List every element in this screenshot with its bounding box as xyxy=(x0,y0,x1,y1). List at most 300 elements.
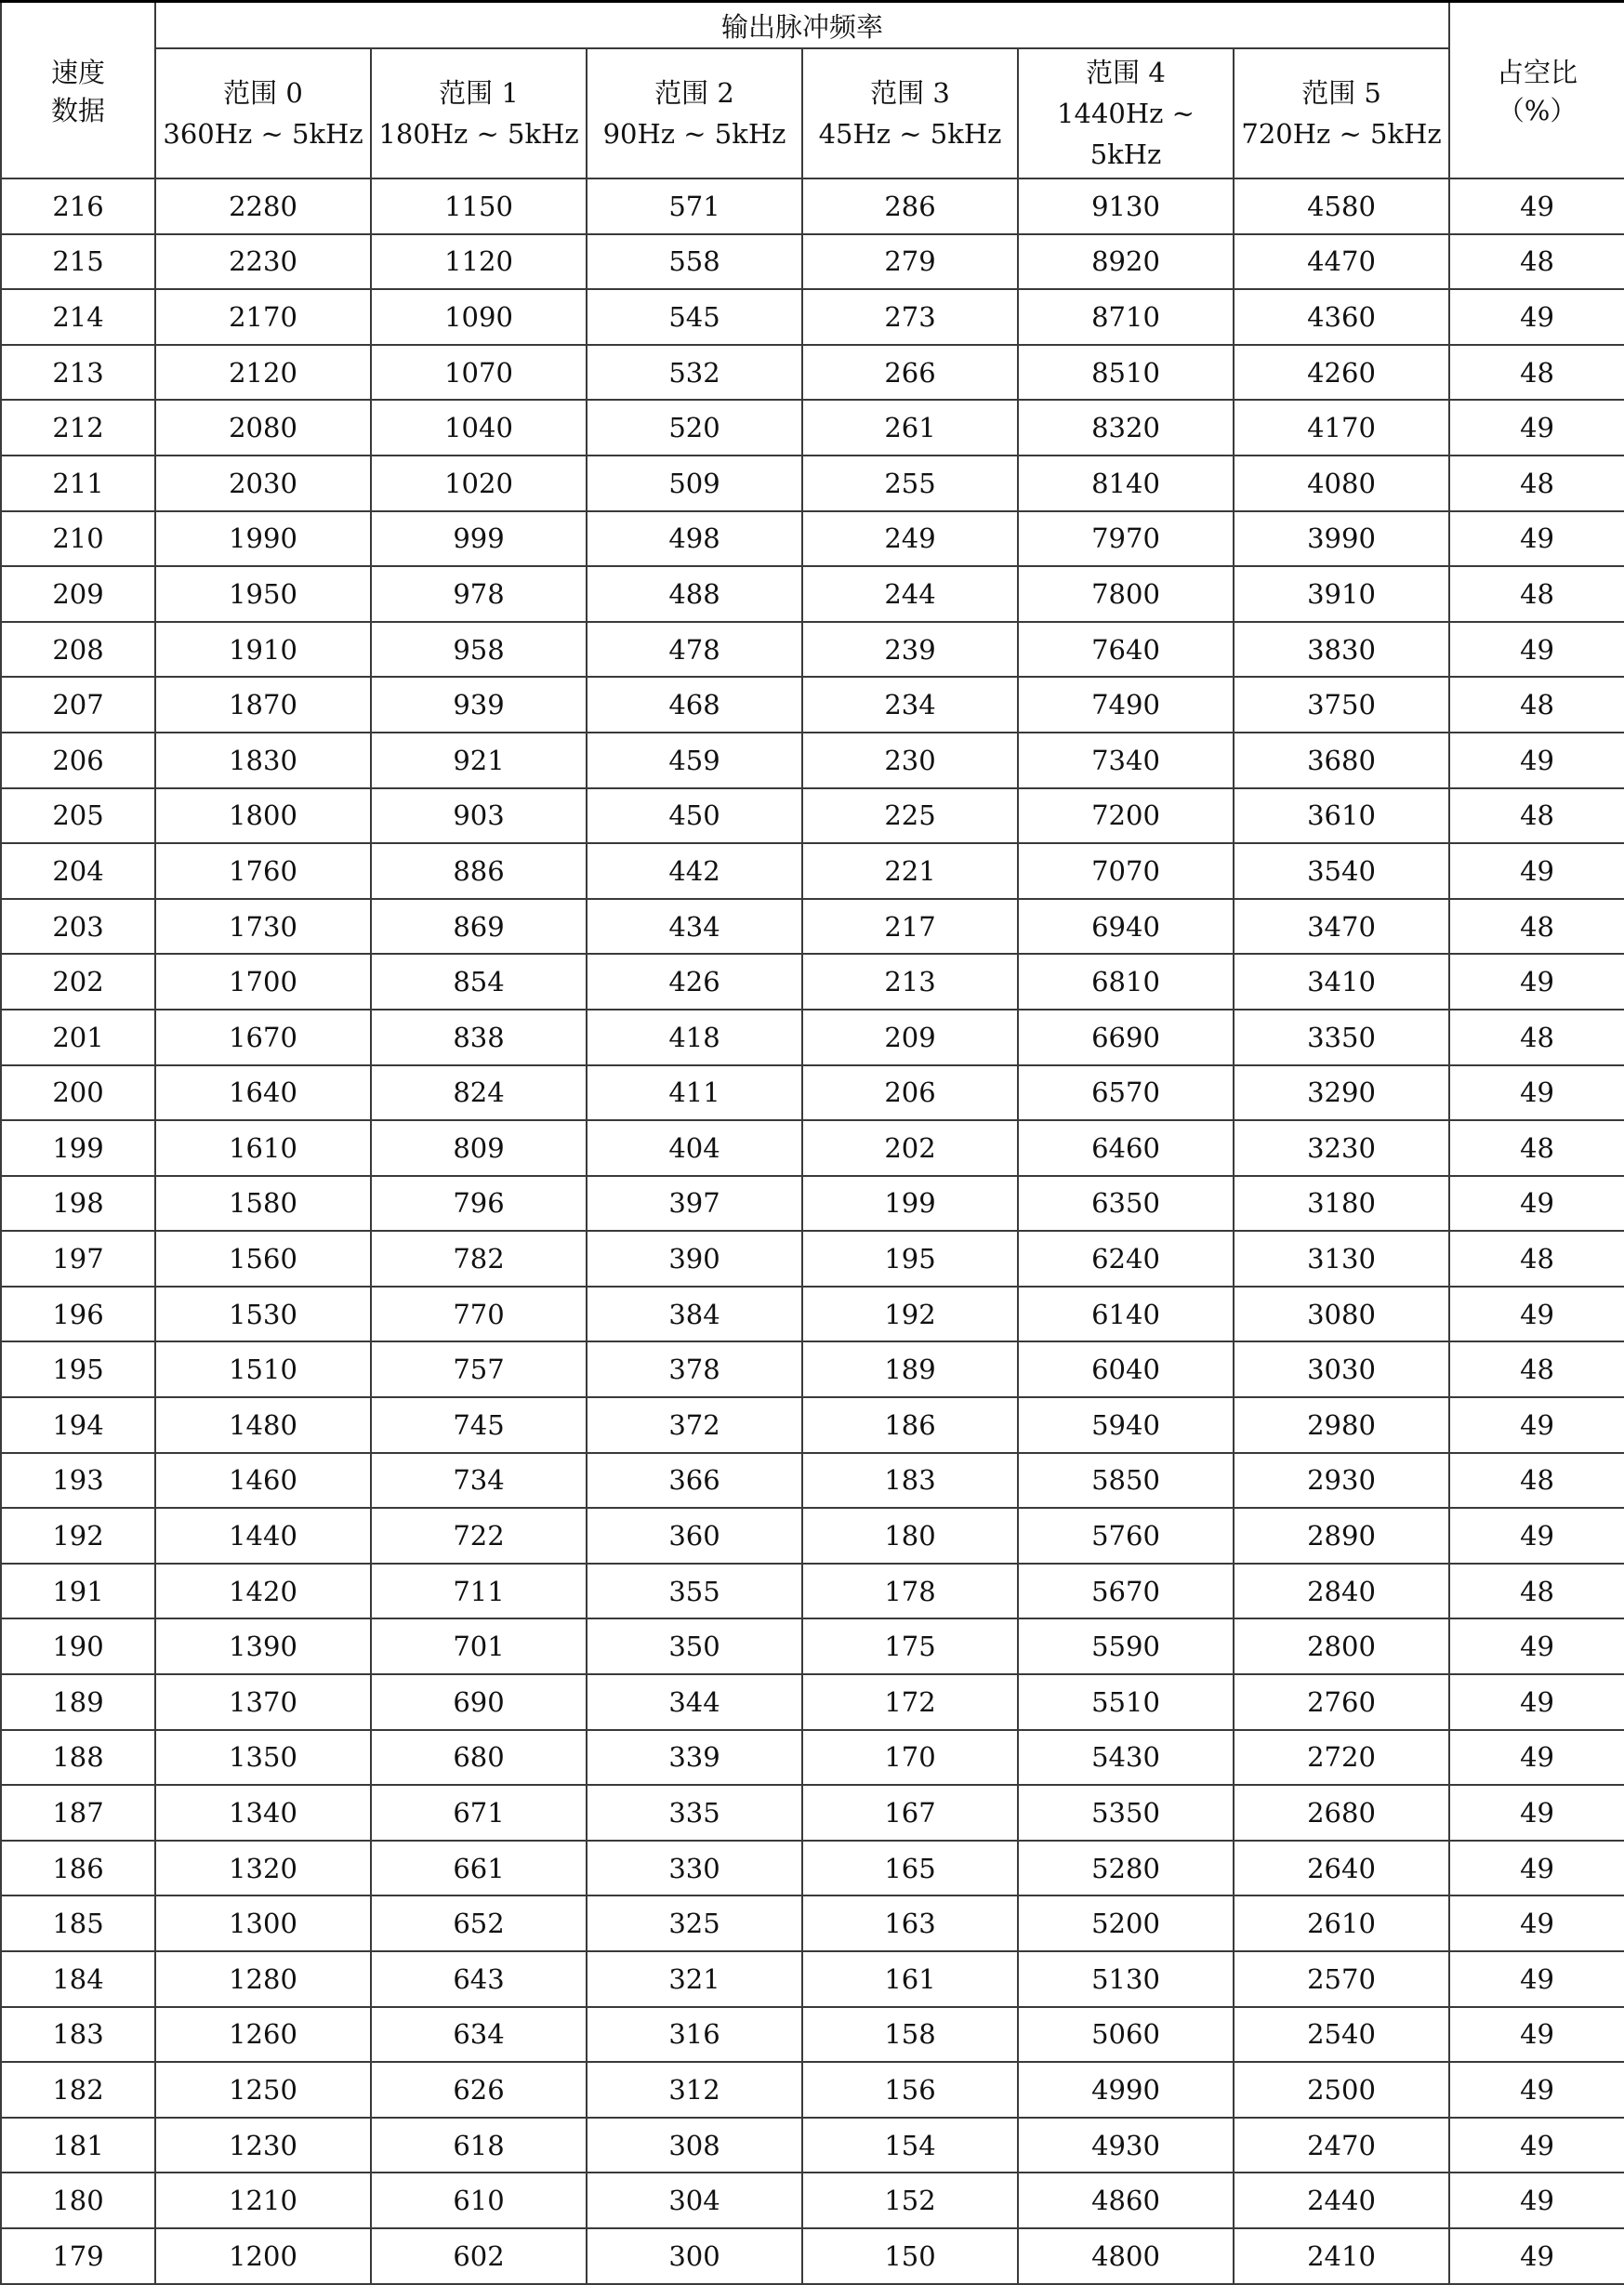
range-2-cell: 520 xyxy=(587,400,802,456)
range-0-cell: 1580 xyxy=(155,1176,371,1232)
range-0-cell: 1300 xyxy=(155,1895,371,1951)
range-0-cell: 1530 xyxy=(155,1287,371,1342)
range-frequency-span: 45Hz ~ 5kHz xyxy=(818,118,1002,150)
range-4-cell: 8710 xyxy=(1018,289,1234,345)
range-5-cell: 2610 xyxy=(1234,1895,1449,1951)
table-row xyxy=(1,1508,1624,1564)
duty-cycle-cell: 49 xyxy=(1449,1397,1624,1453)
table-row xyxy=(1,178,1624,234)
table-header xyxy=(1,2,1624,179)
range-0-cell: 1760 xyxy=(155,843,371,899)
range-0-cell: 1990 xyxy=(155,511,371,567)
range-5-cell: 2800 xyxy=(1234,1618,1449,1674)
range-4-cell: 6350 xyxy=(1018,1176,1234,1232)
duty-cycle-cell: 48 xyxy=(1449,788,1624,844)
range-1-cell: 1020 xyxy=(371,456,587,511)
speed-data-cell: 206 xyxy=(1,733,155,788)
range-4-cell: 8140 xyxy=(1018,456,1234,511)
range-1-cell: 939 xyxy=(371,677,587,733)
range-3-cell: 152 xyxy=(802,2173,1018,2228)
table-row xyxy=(1,733,1624,788)
table-row xyxy=(1,1785,1624,1841)
table-row xyxy=(1,456,1624,511)
table-row xyxy=(1,1231,1624,1287)
range-4-cell: 4930 xyxy=(1018,2118,1234,2173)
speed-data-cell: 187 xyxy=(1,1785,155,1841)
range-2-cell: 558 xyxy=(587,234,802,290)
range-3-cell: 195 xyxy=(802,1231,1018,1287)
table-row xyxy=(1,1730,1624,1786)
range-4-cell: 7640 xyxy=(1018,622,1234,678)
range-3-cell: 189 xyxy=(802,1341,1018,1397)
range-1-cell: 634 xyxy=(371,2007,587,2063)
range-header-0 xyxy=(155,48,371,178)
range-0-cell: 1260 xyxy=(155,2007,371,2063)
range-5-cell: 4080 xyxy=(1234,456,1449,511)
speed-data-cell: 188 xyxy=(1,1730,155,1786)
range-3-cell: 175 xyxy=(802,1618,1018,1674)
range-2-cell: 366 xyxy=(587,1453,802,1509)
duty-cycle-cell: 49 xyxy=(1449,2173,1624,2228)
range-5-cell: 4170 xyxy=(1234,400,1449,456)
range-3-cell: 239 xyxy=(802,622,1018,678)
range-header-1 xyxy=(371,48,587,178)
speed-data-cell: 193 xyxy=(1,1453,155,1509)
duty-cycle-cell: 49 xyxy=(1449,1785,1624,1841)
range-3-cell: 225 xyxy=(802,788,1018,844)
table-row xyxy=(1,1564,1624,1619)
range-0-cell: 1830 xyxy=(155,733,371,788)
range-2-cell: 325 xyxy=(587,1895,802,1951)
range-3-cell: 261 xyxy=(802,400,1018,456)
range-2-cell: 404 xyxy=(587,1120,802,1176)
duty-cycle-cell: 49 xyxy=(1449,2228,1624,2284)
speed-data-cell: 212 xyxy=(1,400,155,456)
duty-cycle-cell: 49 xyxy=(1449,1951,1624,2007)
speed-data-cell: 216 xyxy=(1,178,155,234)
range-1-cell: 722 xyxy=(371,1508,587,1564)
table-row xyxy=(1,1120,1624,1176)
range-3-cell: 249 xyxy=(802,511,1018,567)
range-1-cell: 869 xyxy=(371,899,587,955)
range-0-cell: 1800 xyxy=(155,788,371,844)
range-4-cell: 8920 xyxy=(1018,234,1234,290)
speed-data-cell: 198 xyxy=(1,1176,155,1232)
range-name: 范围 2 xyxy=(654,77,734,109)
range-5-cell: 3610 xyxy=(1234,788,1449,844)
range-0-cell: 1320 xyxy=(155,1841,371,1896)
range-0-cell: 1420 xyxy=(155,1564,371,1619)
speed-data-cell: 211 xyxy=(1,456,155,511)
range-4-cell: 5430 xyxy=(1018,1730,1234,1786)
table-row xyxy=(1,1453,1624,1509)
range-frequency-span: 720Hz ~ 5kHz xyxy=(1241,118,1442,150)
range-4-cell: 6810 xyxy=(1018,954,1234,1010)
range-2-cell: 330 xyxy=(587,1841,802,1896)
range-4-cell: 5350 xyxy=(1018,1785,1234,1841)
range-1-cell: 903 xyxy=(371,788,587,844)
range-4-cell: 6690 xyxy=(1018,1010,1234,1065)
speed-data-cell: 192 xyxy=(1,1508,155,1564)
table-row xyxy=(1,677,1624,733)
range-4-cell: 5670 xyxy=(1018,1564,1234,1619)
range-4-cell: 4800 xyxy=(1018,2228,1234,2284)
range-4-cell: 7200 xyxy=(1018,788,1234,844)
duty-cycle-cell: 48 xyxy=(1449,1564,1624,1619)
speed-data-cell: 194 xyxy=(1,1397,155,1453)
range-4-cell: 5130 xyxy=(1018,1951,1234,2007)
range-5-cell: 3540 xyxy=(1234,843,1449,899)
speed-data-cell: 204 xyxy=(1,843,155,899)
range-3-cell: 183 xyxy=(802,1453,1018,1509)
range-5-cell: 2440 xyxy=(1234,2173,1449,2228)
speed-data-cell: 199 xyxy=(1,1120,155,1176)
range-2-cell: 459 xyxy=(587,733,802,788)
range-1-cell: 1150 xyxy=(371,178,587,234)
range-3-cell: 209 xyxy=(802,1010,1018,1065)
range-0-cell: 1460 xyxy=(155,1453,371,1509)
range-0-cell: 1950 xyxy=(155,566,371,622)
range-2-cell: 411 xyxy=(587,1065,802,1121)
range-4-cell: 9130 xyxy=(1018,178,1234,234)
duty-cycle-cell: 48 xyxy=(1449,1231,1624,1287)
range-1-cell: 958 xyxy=(371,622,587,678)
range-name: 范围 0 xyxy=(223,77,303,109)
range-2-cell: 312 xyxy=(587,2062,802,2118)
range-3-cell: 217 xyxy=(802,899,1018,955)
range-0-cell: 1870 xyxy=(155,677,371,733)
range-4-cell: 5200 xyxy=(1018,1895,1234,1951)
speed-data-header xyxy=(1,2,155,179)
range-5-cell: 3750 xyxy=(1234,677,1449,733)
range-0-cell: 1210 xyxy=(155,2173,371,2228)
range-2-cell: 442 xyxy=(587,843,802,899)
range-0-cell: 1390 xyxy=(155,1618,371,1674)
range-name: 范围 4 xyxy=(1086,57,1166,88)
range-5-cell: 2890 xyxy=(1234,1508,1449,1564)
range-5-cell: 2640 xyxy=(1234,1841,1449,1896)
duty-cycle-cell: 49 xyxy=(1449,2007,1624,2063)
duty-cycle-cell: 49 xyxy=(1449,954,1624,1010)
range-2-cell: 509 xyxy=(587,456,802,511)
range-1-cell: 618 xyxy=(371,2118,587,2173)
range-0-cell: 2120 xyxy=(155,345,371,401)
range-1-cell: 690 xyxy=(371,1674,587,1730)
speed-data-cell: 197 xyxy=(1,1231,155,1287)
duty-header-line1: 占空比 xyxy=(1497,57,1578,88)
range-4-cell: 8320 xyxy=(1018,400,1234,456)
range-1-cell: 701 xyxy=(371,1618,587,1674)
range-5-cell: 3680 xyxy=(1234,733,1449,788)
range-3-cell: 234 xyxy=(802,677,1018,733)
range-0-cell: 1730 xyxy=(155,899,371,955)
range-5-cell: 2500 xyxy=(1234,2062,1449,2118)
speed-data-cell: 215 xyxy=(1,234,155,290)
range-0-cell: 1510 xyxy=(155,1341,371,1397)
range-3-cell: 172 xyxy=(802,1674,1018,1730)
duty-header-line2: （%） xyxy=(1497,95,1578,126)
table-row xyxy=(1,566,1624,622)
range-3-cell: 186 xyxy=(802,1397,1018,1453)
range-5-cell: 3990 xyxy=(1234,511,1449,567)
range-5-cell: 3030 xyxy=(1234,1341,1449,1397)
range-4-cell: 4860 xyxy=(1018,2173,1234,2228)
range-header-5 xyxy=(1234,48,1449,178)
range-1-cell: 626 xyxy=(371,2062,587,2118)
range-1-cell: 734 xyxy=(371,1453,587,1509)
range-3-cell: 165 xyxy=(802,1841,1018,1896)
range-3-cell: 213 xyxy=(802,954,1018,1010)
range-4-cell: 5280 xyxy=(1018,1841,1234,1896)
range-3-cell: 167 xyxy=(802,1785,1018,1841)
range-2-cell: 350 xyxy=(587,1618,802,1674)
range-2-cell: 355 xyxy=(587,1564,802,1619)
range-3-cell: 230 xyxy=(802,733,1018,788)
range-5-cell: 3350 xyxy=(1234,1010,1449,1065)
table-body xyxy=(1,178,1624,2284)
duty-cycle-cell: 49 xyxy=(1449,1895,1624,1951)
range-5-cell: 3290 xyxy=(1234,1065,1449,1121)
speed-data-cell: 186 xyxy=(1,1841,155,1896)
range-1-cell: 809 xyxy=(371,1120,587,1176)
duty-cycle-cell: 48 xyxy=(1449,677,1624,733)
range-1-cell: 1120 xyxy=(371,234,587,290)
range-0-cell: 1610 xyxy=(155,1120,371,1176)
range-5-cell: 2540 xyxy=(1234,2007,1449,2063)
range-2-cell: 300 xyxy=(587,2228,802,2284)
range-4-cell: 5940 xyxy=(1018,1397,1234,1453)
range-2-cell: 397 xyxy=(587,1176,802,1232)
speed-data-cell: 180 xyxy=(1,2173,155,2228)
speed-data-cell: 179 xyxy=(1,2228,155,2284)
speed-data-cell: 182 xyxy=(1,2062,155,2118)
range-1-cell: 886 xyxy=(371,843,587,899)
range-1-cell: 770 xyxy=(371,1287,587,1342)
range-1-cell: 1040 xyxy=(371,400,587,456)
range-4-cell: 7070 xyxy=(1018,843,1234,899)
range-2-cell: 384 xyxy=(587,1287,802,1342)
range-0-cell: 2230 xyxy=(155,234,371,290)
range-2-cell: 498 xyxy=(587,511,802,567)
range-1-cell: 796 xyxy=(371,1176,587,1232)
range-1-cell: 671 xyxy=(371,1785,587,1841)
range-2-cell: 450 xyxy=(587,788,802,844)
range-1-cell: 978 xyxy=(371,566,587,622)
table-row xyxy=(1,788,1624,844)
range-2-cell: 335 xyxy=(587,1785,802,1841)
range-2-cell: 571 xyxy=(587,178,802,234)
range-5-cell: 2840 xyxy=(1234,1564,1449,1619)
table-row xyxy=(1,2118,1624,2173)
range-frequency-span: 1440Hz ~ 5kHz xyxy=(1057,98,1195,170)
range-2-cell: 478 xyxy=(587,622,802,678)
range-3-cell: 192 xyxy=(802,1287,1018,1342)
speed-data-cell: 184 xyxy=(1,1951,155,2007)
table-row xyxy=(1,1895,1624,1951)
range-0-cell: 2030 xyxy=(155,456,371,511)
range-4-cell: 6460 xyxy=(1018,1120,1234,1176)
duty-cycle-cell: 49 xyxy=(1449,1730,1624,1786)
range-1-cell: 1070 xyxy=(371,345,587,401)
table-row xyxy=(1,954,1624,1010)
range-name: 范围 5 xyxy=(1301,77,1381,109)
duty-cycle-cell: 48 xyxy=(1449,456,1624,511)
table-row xyxy=(1,400,1624,456)
duty-cycle-cell: 49 xyxy=(1449,1674,1624,1730)
range-3-cell: 158 xyxy=(802,2007,1018,2063)
duty-cycle-cell: 49 xyxy=(1449,2062,1624,2118)
range-1-cell: 643 xyxy=(371,1951,587,2007)
range-0-cell: 1440 xyxy=(155,1508,371,1564)
range-3-cell: 244 xyxy=(802,566,1018,622)
range-1-cell: 610 xyxy=(371,2173,587,2228)
range-name: 范围 1 xyxy=(439,77,519,109)
duty-cycle-cell: 49 xyxy=(1449,2118,1624,2173)
range-0-cell: 1200 xyxy=(155,2228,371,2284)
speed-data-cell: 185 xyxy=(1,1895,155,1951)
range-1-cell: 999 xyxy=(371,511,587,567)
range-1-cell: 745 xyxy=(371,1397,587,1453)
duty-cycle-cell: 48 xyxy=(1449,1453,1624,1509)
table-row xyxy=(1,1010,1624,1065)
range-5-cell: 3470 xyxy=(1234,899,1449,955)
range-0-cell: 1280 xyxy=(155,1951,371,2007)
range-5-cell: 4580 xyxy=(1234,178,1449,234)
range-5-cell: 3230 xyxy=(1234,1120,1449,1176)
range-0-cell: 1560 xyxy=(155,1231,371,1287)
speed-data-cell: 190 xyxy=(1,1618,155,1674)
range-5-cell: 2980 xyxy=(1234,1397,1449,1453)
range-4-cell: 7340 xyxy=(1018,733,1234,788)
table-row xyxy=(1,1618,1624,1674)
duty-cycle-cell: 49 xyxy=(1449,1065,1624,1121)
range-3-cell: 178 xyxy=(802,1564,1018,1619)
speed-data-cell: 189 xyxy=(1,1674,155,1730)
range-4-cell: 7800 xyxy=(1018,566,1234,622)
duty-cycle-cell: 49 xyxy=(1449,733,1624,788)
range-4-cell: 6140 xyxy=(1018,1287,1234,1342)
table-row xyxy=(1,2007,1624,2063)
duty-cycle-cell: 48 xyxy=(1449,899,1624,955)
speed-data-cell: 208 xyxy=(1,622,155,678)
table-row xyxy=(1,843,1624,899)
range-2-cell: 339 xyxy=(587,1730,802,1786)
range-2-cell: 468 xyxy=(587,677,802,733)
speed-data-cell: 191 xyxy=(1,1564,155,1619)
range-2-cell: 321 xyxy=(587,1951,802,2007)
table-row xyxy=(1,1176,1624,1232)
range-header-4 xyxy=(1018,48,1234,178)
range-3-cell: 221 xyxy=(802,843,1018,899)
range-name: 范围 3 xyxy=(870,77,950,109)
speed-data-cell: 196 xyxy=(1,1287,155,1342)
range-4-cell: 6940 xyxy=(1018,899,1234,955)
range-1-cell: 921 xyxy=(371,733,587,788)
table-row xyxy=(1,234,1624,290)
speed-data-cell: 210 xyxy=(1,511,155,567)
output-pulse-frequency-header: 输出脉冲频率 xyxy=(155,2,1449,49)
table-row xyxy=(1,345,1624,401)
table-row xyxy=(1,511,1624,567)
range-5-cell: 2680 xyxy=(1234,1785,1449,1841)
range-frequency-span: 180Hz ~ 5kHz xyxy=(378,118,579,150)
range-0-cell: 2170 xyxy=(155,289,371,345)
range-2-cell: 390 xyxy=(587,1231,802,1287)
speed-data-cell: 203 xyxy=(1,899,155,955)
range-5-cell: 3830 xyxy=(1234,622,1449,678)
range-0-cell: 1480 xyxy=(155,1397,371,1453)
range-1-cell: 838 xyxy=(371,1010,587,1065)
speed-data-cell: 195 xyxy=(1,1341,155,1397)
range-5-cell: 3910 xyxy=(1234,566,1449,622)
range-4-cell: 5510 xyxy=(1018,1674,1234,1730)
range-4-cell: 6040 xyxy=(1018,1341,1234,1397)
speed-data-cell: 183 xyxy=(1,2007,155,2063)
range-0-cell: 1350 xyxy=(155,1730,371,1786)
range-3-cell: 163 xyxy=(802,1895,1018,1951)
range-0-cell: 1640 xyxy=(155,1065,371,1121)
table-row xyxy=(1,1341,1624,1397)
range-3-cell: 170 xyxy=(802,1730,1018,1786)
range-header-3 xyxy=(802,48,1018,178)
duty-cycle-cell: 49 xyxy=(1449,1618,1624,1674)
range-5-cell: 2720 xyxy=(1234,1730,1449,1786)
range-3-cell: 180 xyxy=(802,1508,1018,1564)
range-0-cell: 1370 xyxy=(155,1674,371,1730)
duty-cycle-cell: 48 xyxy=(1449,234,1624,290)
range-4-cell: 5850 xyxy=(1018,1453,1234,1509)
range-4-cell: 6570 xyxy=(1018,1065,1234,1121)
range-3-cell: 156 xyxy=(802,2062,1018,2118)
table-row xyxy=(1,899,1624,955)
table-row xyxy=(1,2173,1624,2228)
range-5-cell: 2410 xyxy=(1234,2228,1449,2284)
range-4-cell: 5760 xyxy=(1018,1508,1234,1564)
range-4-cell: 5060 xyxy=(1018,2007,1234,2063)
range-5-cell: 4470 xyxy=(1234,234,1449,290)
range-5-cell: 2760 xyxy=(1234,1674,1449,1730)
range-0-cell: 1230 xyxy=(155,2118,371,2173)
speed-data-cell: 200 xyxy=(1,1065,155,1121)
speed-data-cell: 213 xyxy=(1,345,155,401)
range-0-cell: 2280 xyxy=(155,178,371,234)
range-3-cell: 286 xyxy=(802,178,1018,234)
range-2-cell: 434 xyxy=(587,899,802,955)
range-2-cell: 304 xyxy=(587,2173,802,2228)
table-row xyxy=(1,1951,1624,2007)
range-1-cell: 824 xyxy=(371,1065,587,1121)
duty-cycle-cell: 48 xyxy=(1449,566,1624,622)
range-2-cell: 532 xyxy=(587,345,802,401)
range-2-cell: 378 xyxy=(587,1341,802,1397)
range-3-cell: 279 xyxy=(802,234,1018,290)
duty-cycle-cell: 48 xyxy=(1449,1341,1624,1397)
table-row xyxy=(1,1287,1624,1342)
range-5-cell: 3080 xyxy=(1234,1287,1449,1342)
range-0-cell: 1340 xyxy=(155,1785,371,1841)
range-1-cell: 757 xyxy=(371,1341,587,1397)
duty-cycle-header xyxy=(1449,2,1624,179)
range-0-cell: 1700 xyxy=(155,954,371,1010)
range-2-cell: 360 xyxy=(587,1508,802,1564)
duty-cycle-cell: 49 xyxy=(1449,843,1624,899)
range-5-cell: 4360 xyxy=(1234,289,1449,345)
duty-cycle-cell: 49 xyxy=(1449,289,1624,345)
range-5-cell: 2470 xyxy=(1234,2118,1449,2173)
speed-data-cell: 205 xyxy=(1,788,155,844)
duty-cycle-cell: 49 xyxy=(1449,1176,1624,1232)
range-3-cell: 154 xyxy=(802,2118,1018,2173)
